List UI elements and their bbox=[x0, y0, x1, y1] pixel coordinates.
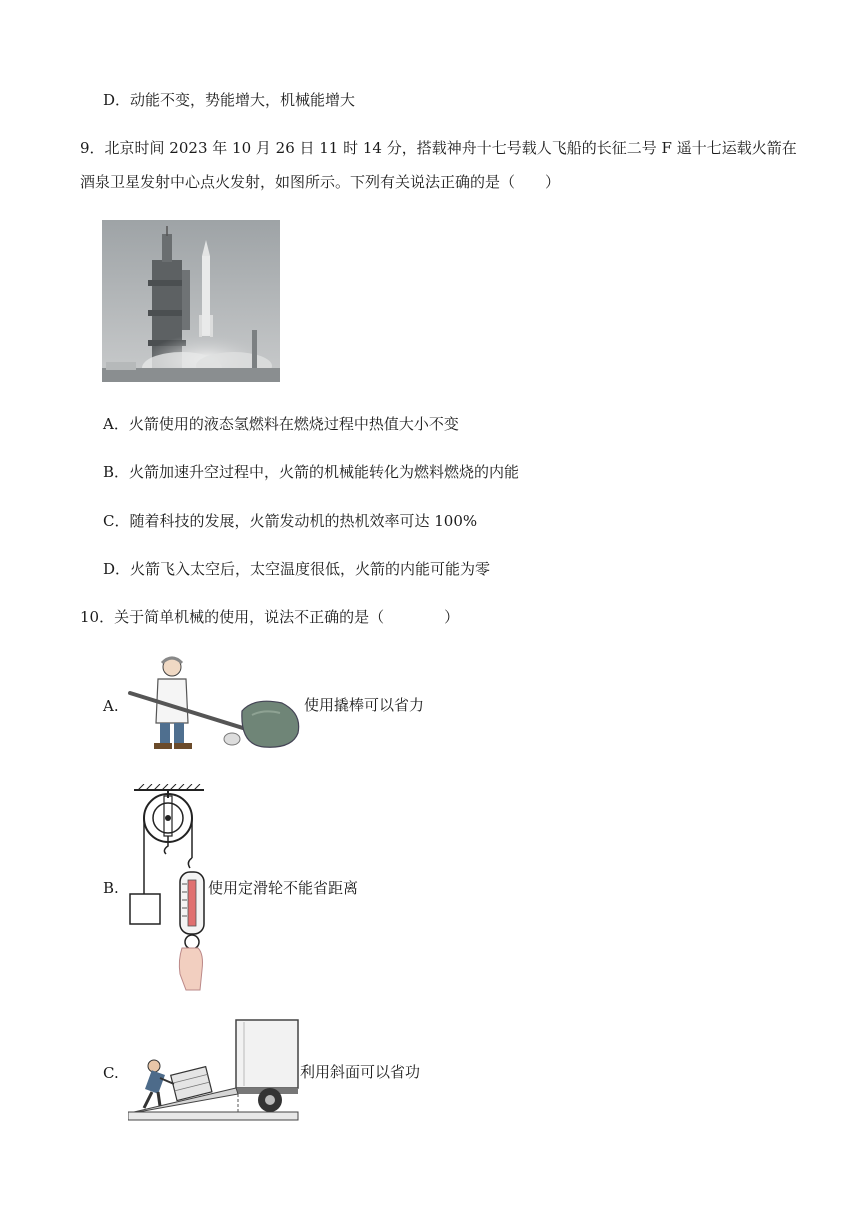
q9-option-d: D．火箭飞入太空后，太空温度很低，火箭的内能可能为零 bbox=[103, 560, 491, 578]
q9-stem-line2: 酒泉卫星发射中心点火发射，如图所示。下列有关说法正确的是（ ） bbox=[80, 173, 561, 191]
q10-option-b-label: B. bbox=[103, 879, 119, 897]
q8-option-d: D．动能不变，势能增大，机械能增大 bbox=[103, 91, 356, 109]
q10-option-c-caption: 利用斜面可以省功 bbox=[300, 1063, 421, 1081]
q9-stem-line1: 9．北京时间 2023 年 10 月 26 日 11 时 14 分，搭载神舟十七号载人飞船的长征二号 F 遥十七运载火箭在 bbox=[80, 139, 797, 157]
q9-option-b: B．火箭加速升空过程中，火箭的机械能转化为燃料燃烧的内能 bbox=[103, 463, 520, 481]
q9-option-c: C．随着科技的发展，火箭发动机的热机效率可达 100% bbox=[103, 512, 478, 530]
q9-option-a: A．火箭使用的液态氢燃料在燃烧过程中热值大小不变 bbox=[103, 415, 459, 433]
q10-option-b-caption: 使用定滑轮不能省距离 bbox=[208, 879, 359, 897]
fixed-pulley-illustration bbox=[124, 784, 208, 994]
q10-stem: 10．关于简单机械的使用，说法不正确的是（ ） bbox=[80, 608, 460, 626]
q10-option-c-label: C. bbox=[103, 1064, 119, 1082]
q10-option-a-caption: 使用撬棒可以省力 bbox=[304, 696, 425, 714]
inclined-plane-truck-illustration bbox=[128, 1018, 300, 1122]
q10-option-a-label: A. bbox=[103, 697, 119, 715]
crowbar-lever-illustration bbox=[124, 653, 304, 753]
rocket-launch-photo bbox=[102, 220, 280, 382]
